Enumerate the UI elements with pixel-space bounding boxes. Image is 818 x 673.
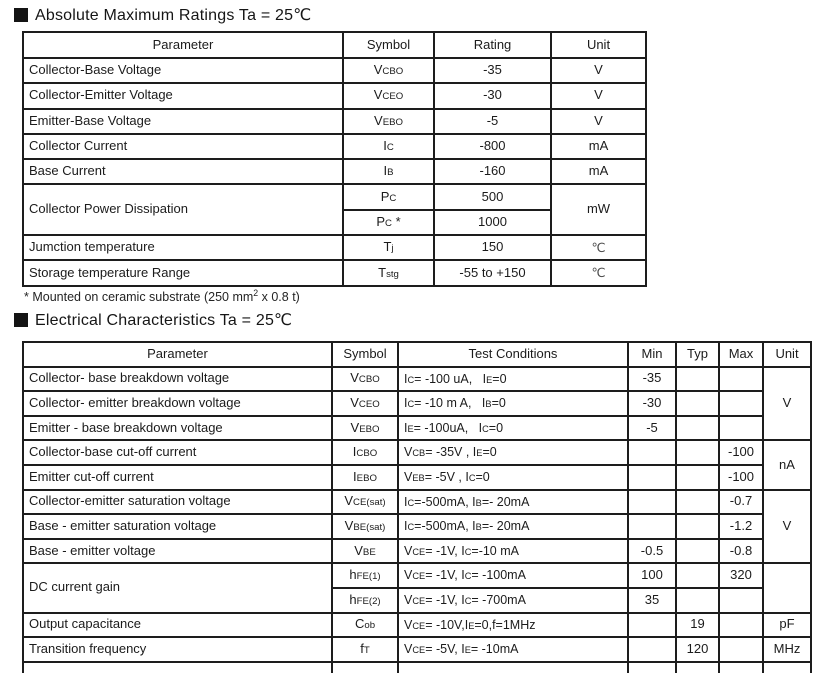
min-cell: -5 [628, 416, 676, 441]
table-row [23, 109, 646, 134]
test-conditions-cell: VCE= -1V, IC=-10 mA [398, 539, 628, 564]
col-header-symbol: Symbol [332, 342, 398, 367]
table-row [23, 563, 811, 588]
unit-cell: mA [551, 134, 646, 159]
symbol-cell: hFE(1) [332, 563, 398, 588]
unit-cell: V [551, 83, 646, 108]
max-cell: 320 [719, 563, 763, 588]
empty-cell [332, 662, 398, 673]
unit-cell: V [551, 58, 646, 83]
col-header-unit: Unit [551, 32, 646, 58]
table-row [23, 416, 811, 441]
min-cell: -30 [628, 391, 676, 416]
col-header-min: Min [628, 342, 676, 367]
min-cell [628, 490, 676, 515]
symbol-cell: VBE(sat) [332, 514, 398, 539]
parameter-cell: DC current gain [23, 563, 332, 612]
col-header-unit: Unit [763, 342, 811, 367]
unit-cell: ℃ [551, 235, 646, 260]
table-row [23, 613, 811, 638]
symbol-cell: ICBO [332, 440, 398, 465]
rating-cell: -30 [434, 83, 551, 108]
table-row [23, 159, 646, 184]
unit-cell: V [763, 367, 811, 441]
parameter-cell: Emitter - base breakdown voltage [23, 416, 332, 441]
table-row [23, 235, 646, 260]
symbol-cell: IEBO [332, 465, 398, 490]
test-conditions-cell: VCB= -35V , IE=0 [398, 440, 628, 465]
clipped-table-row [23, 662, 811, 673]
typ-cell [676, 514, 719, 539]
square-bullet-icon [14, 313, 28, 327]
rating-cell: -55 to +150 [434, 260, 551, 285]
table-row [23, 58, 646, 83]
symbol-cell: hFE(2) [332, 588, 398, 613]
empty-cell [676, 662, 719, 673]
parameter-cell: Base Current [23, 159, 343, 184]
empty-cell [628, 662, 676, 673]
symbol-cell: VCEO [332, 391, 398, 416]
parameter-cell: Base - emitter saturation voltage [23, 514, 332, 539]
test-conditions-cell: VCE= -1V, IC= -700mA [398, 588, 628, 613]
parameter-cell: Emitter-Base Voltage [23, 109, 343, 134]
unit-cell: mA [551, 159, 646, 184]
empty-cell [763, 662, 811, 673]
empty-cell [398, 662, 628, 673]
table-row [23, 465, 811, 490]
rating-cell: 1000 [434, 210, 551, 235]
max-cell: -100 [719, 440, 763, 465]
min-cell [628, 637, 676, 662]
rating-cell: 150 [434, 235, 551, 260]
symbol-cell: IC [343, 134, 434, 159]
empty-cell [719, 662, 763, 673]
section-title: Absolute Maximum Ratings Ta = 25℃ [35, 7, 312, 24]
unit-cell: V [551, 109, 646, 134]
typ-cell [676, 416, 719, 441]
max-cell [719, 588, 763, 613]
parameter-cell: Collector Power Dissipation [23, 184, 343, 235]
parameter-cell: Storage temperature Range [23, 260, 343, 285]
min-cell: 35 [628, 588, 676, 613]
max-cell: -0.7 [719, 490, 763, 515]
parameter-cell: Collector-base cut-off current [23, 440, 332, 465]
min-cell: -35 [628, 367, 676, 392]
table-header-row [23, 342, 811, 367]
parameter-cell: Collector-Base Voltage [23, 58, 343, 83]
col-header-typ: Typ [676, 342, 719, 367]
section-heading-absolute-maximum-ratings [14, 5, 311, 25]
parameter-cell: Collector- base breakdown voltage [23, 367, 332, 392]
unit-cell [763, 563, 811, 612]
parameter-cell: Transition frequency [23, 637, 332, 662]
symbol-cell: VEBO [343, 109, 434, 134]
unit-cell: V [763, 490, 811, 564]
unit-cell: ℃ [551, 260, 646, 285]
table-row [23, 260, 646, 285]
typ-cell: 120 [676, 637, 719, 662]
square-bullet-icon [14, 8, 28, 22]
test-conditions-cell: IE= -100uA, IC=0 [398, 416, 628, 441]
table-row [23, 83, 646, 108]
min-cell: -0.5 [628, 539, 676, 564]
table-row [23, 637, 811, 662]
col-header-rating: Rating [434, 32, 551, 58]
rating-cell: -5 [434, 109, 551, 134]
symbol-cell: PC [343, 184, 434, 209]
test-conditions-cell: VCE= -1V, IC= -100mA [398, 563, 628, 588]
typ-cell [676, 391, 719, 416]
typ-cell [676, 440, 719, 465]
table-row [23, 367, 811, 392]
symbol-cell: VBE [332, 539, 398, 564]
typ-cell [676, 367, 719, 392]
symbol-cell: VCBO [343, 58, 434, 83]
parameter-cell: Base - emitter voltage [23, 539, 332, 564]
table-row [23, 514, 811, 539]
max-cell [719, 367, 763, 392]
parameter-cell: Output capacitance [23, 613, 332, 638]
unit-cell: nA [763, 440, 811, 489]
max-cell: -100 [719, 465, 763, 490]
test-conditions-cell: IC= -100 uA, IE=0 [398, 367, 628, 392]
typ-cell [676, 588, 719, 613]
col-header-symbol: Symbol [343, 32, 434, 58]
test-conditions-cell: IC= -10 m A, IB=0 [398, 391, 628, 416]
section-title: Electrical Characteristics Ta = 25℃ [35, 312, 293, 329]
electrical-characteristics-table [22, 341, 812, 673]
typ-cell [676, 563, 719, 588]
unit-cell: MHz [763, 637, 811, 662]
col-header-max: Max [719, 342, 763, 367]
symbol-cell: VCBO [332, 367, 398, 392]
symbol-cell: VCEO [343, 83, 434, 108]
symbol-cell: VEBO [332, 416, 398, 441]
max-cell [719, 613, 763, 638]
unit-cell: mW [551, 184, 646, 235]
max-cell: -0.8 [719, 539, 763, 564]
col-header-parameter: Parameter [23, 342, 332, 367]
rating-cell: -800 [434, 134, 551, 159]
rating-cell: -35 [434, 58, 551, 83]
table-footnote: * Mounted on ceramic substrate (250 $mm^2$ x 0.8 t) [24, 288, 300, 305]
section-heading-electrical-characteristics [14, 310, 292, 330]
min-cell [628, 613, 676, 638]
parameter-cell: Collector Current [23, 134, 343, 159]
parameter-cell: Collector- emitter breakdown voltage [23, 391, 332, 416]
parameter-cell: Emitter cut-off current [23, 465, 332, 490]
parameter-cell: Collector-Emitter Voltage [23, 83, 343, 108]
table-row [23, 539, 811, 564]
col-header-parameter: Parameter [23, 32, 343, 58]
symbol-cell: Tj [343, 235, 434, 260]
symbol-cell: IB [343, 159, 434, 184]
absolute-maximum-ratings-table [22, 31, 647, 287]
rating-cell: -160 [434, 159, 551, 184]
symbol-cell: VCE(sat) [332, 490, 398, 515]
col-header-test-conditions: Test Conditions [398, 342, 628, 367]
test-conditions-cell: VCE= -10V,IE=0,f=1MHz [398, 613, 628, 638]
max-cell [719, 391, 763, 416]
max-cell: -1.2 [719, 514, 763, 539]
empty-cell [23, 662, 332, 673]
typ-cell [676, 539, 719, 564]
typ-cell [676, 465, 719, 490]
parameter-cell: Collector-emitter saturation voltage [23, 490, 332, 515]
symbol-cell: fT [332, 637, 398, 662]
test-conditions-cell: IC=-500mA, IB=- 20mA [398, 490, 628, 515]
rating-cell: 500 [434, 184, 551, 209]
table-row [23, 440, 811, 465]
symbol-cell: Tstg [343, 260, 434, 285]
parameter-cell: Jumction temperature [23, 235, 343, 260]
table-row [23, 184, 646, 209]
typ-cell [676, 490, 719, 515]
min-cell [628, 514, 676, 539]
table-row [23, 134, 646, 159]
max-cell [719, 637, 763, 662]
unit-cell: pF [763, 613, 811, 638]
max-cell [719, 416, 763, 441]
test-conditions-cell: VEB= -5V , IC=0 [398, 465, 628, 490]
min-cell [628, 440, 676, 465]
test-conditions-cell: VCE= -5V, IE= -10mA [398, 637, 628, 662]
min-cell [628, 465, 676, 490]
test-conditions-cell: IC=-500mA, IB=- 20mA [398, 514, 628, 539]
table-row [23, 391, 811, 416]
symbol-cell: Cob [332, 613, 398, 638]
table-row [23, 490, 811, 515]
typ-cell: 19 [676, 613, 719, 638]
symbol-cell: PC * [343, 210, 434, 235]
min-cell: 100 [628, 563, 676, 588]
table-header-row [23, 32, 646, 58]
